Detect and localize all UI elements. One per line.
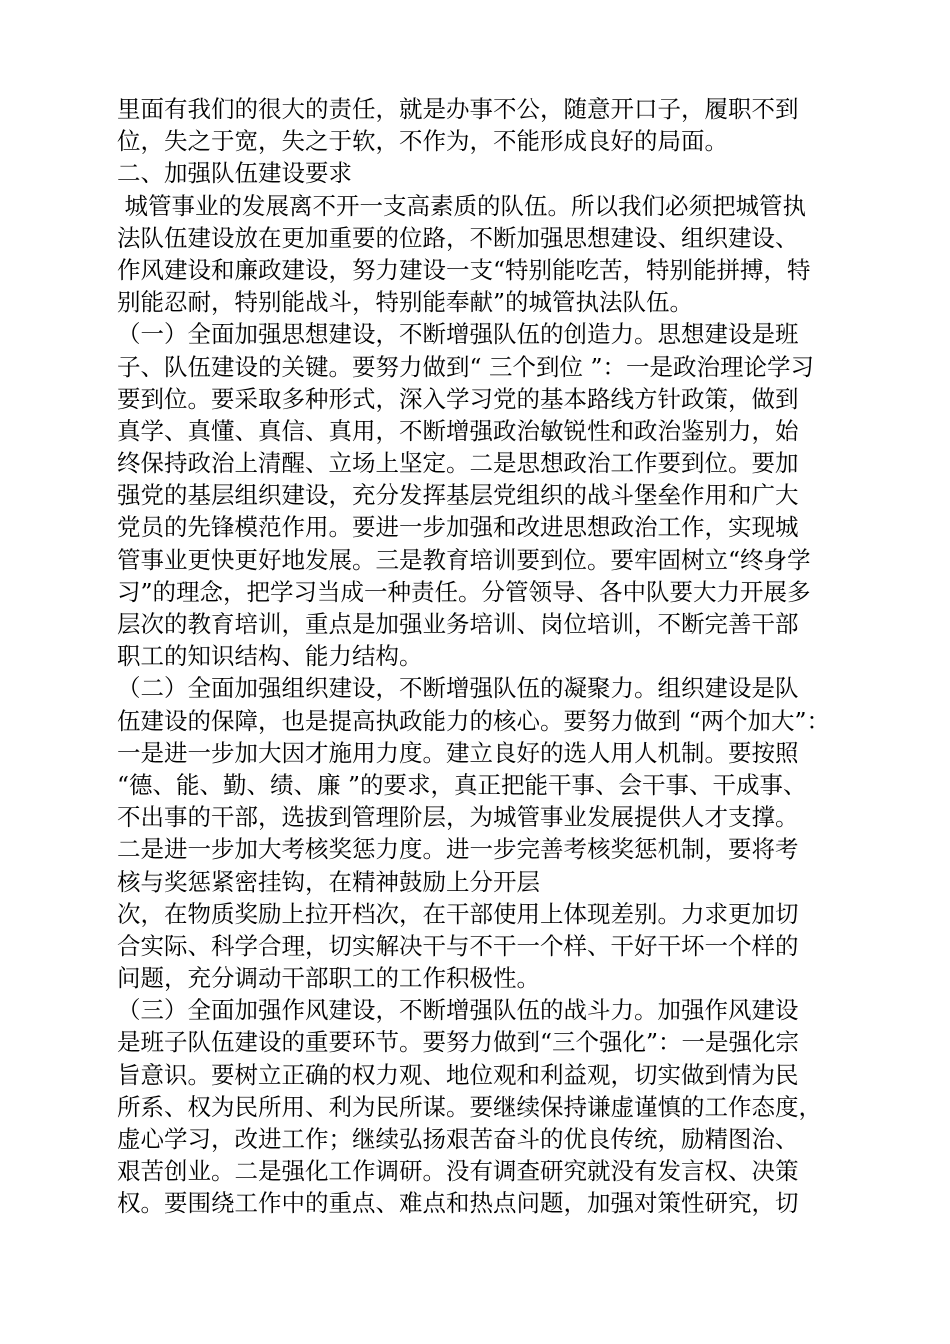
- text-line: 所系、权为民所用、利为民所谋。要继续保持谦虚谨慎的工作态度，: [117, 1092, 822, 1121]
- document-body: [117, 93, 857, 1220]
- text-line: 旨意识。要树立正确的权力观、地位观和利益观，切实做到情为民: [117, 1060, 799, 1089]
- text-line: 党员的先锋模范作用。要进一步加强和改进思想政治工作，实现城: [117, 513, 799, 542]
- text-line: 城管事业的发展离不开一支高素质的队伍。所以我们必须把城管执: [117, 191, 806, 220]
- text-line: 艰苦创业。二是强化工作调研。没有调查研究就没有发言权、决策: [117, 1157, 799, 1186]
- text-line: 伍建设的保障，也是提高执政能力的核心。要努力做到 “两个加大”：: [117, 706, 830, 735]
- text-line: 合实际、科学合理，切实解决干与不干一个样、干好干坏一个样的: [117, 931, 799, 960]
- text-line: 职工的知识结构、能力结构。: [117, 642, 423, 671]
- text-line: 真学、真懂、真信、真用，不断增强政治敏锐性和政治鉴别力，始: [117, 416, 799, 445]
- text-line: 核与奖惩紧密挂钩，在精神鼓励上分开层: [117, 867, 540, 896]
- text-line: 次，在物质奖励上拉开档次，在干部使用上体现差别。力求更加切: [117, 899, 799, 928]
- text-line: 二是进一步加大考核奖惩力度。进一步完善考核奖惩机制，要将考: [117, 835, 799, 864]
- text-line: 别能忍耐，特别能战斗，特别能奉献”的城管执法队伍。: [117, 288, 694, 317]
- text-line: 位，失之于宽，失之于软，不作为，不能形成良好的局面。: [117, 127, 728, 156]
- text-line: 子、队伍建设的关键。要努力做到“ 三个到位 ”：一是政治理论学习: [117, 352, 814, 381]
- text-line: 权。要围绕工作中的重点、难点和热点问题，加强对策性研究，切: [117, 1189, 799, 1218]
- text-line: 问题，充分调动干部职工的工作积极性。: [117, 964, 540, 993]
- text-line: （二）全面加强组织建设，不断增强队伍的凝聚力。组织建设是队: [117, 674, 799, 703]
- text-line: （一）全面加强思想建设，不断增强队伍的创造力。思想建设是班: [117, 320, 799, 349]
- text-line: 强党的基层组织建设，充分发挥基层党组织的战斗堡垒作用和广大: [117, 481, 799, 510]
- text-line: （三）全面加强作风建设，不断增强队伍的战斗力。加强作风建设: [117, 996, 799, 1025]
- text-line: 虚心学习，改进工作；继续弘扬艰苦奋斗的优良传统，励精图治、: [117, 1125, 799, 1153]
- text-line: 作风建设和廉政建设，努力建设一支“特别能吃苦，特别能拼搏，特: [117, 255, 811, 284]
- text-line: 习”的理念，把学习当成一种责任。分管领导、各中队要大力开展多: [117, 577, 811, 606]
- text-line: 是班子队伍建设的重要环节。要努力做到“三个强化”：一是强化宗: [117, 1028, 800, 1057]
- text-line: 里面有我们的很大的责任，就是办事不公，随意开口子，履职不到: [117, 95, 799, 123]
- text-line: 要到位。要采取多种形式，深入学习党的基本路线方针政策，做到: [117, 384, 799, 413]
- text-line: 管事业更快更好地发展。三是教育培训要到位。要牢固树立“终身学: [117, 545, 811, 574]
- text-line: 不出事的干部，选拔到管理阶层，为城管事业发展提供人才支撑。: [117, 803, 799, 832]
- text-line: 一是进一步加大因才施用力度。建立良好的选人用人机制。要按照: [117, 738, 799, 767]
- section-heading: 二、加强队伍建设要求: [117, 159, 352, 188]
- text-line: “德、能、勤、绩、廉 ”的要求，真正把能干事、会干事、干成事、: [117, 770, 807, 799]
- text-line: 终保持政治上清醒、立场上坚定。二是思想政治工作要到位。要加: [117, 449, 799, 478]
- text-line: 法队伍建设放在更加重要的位路，不断加强思想建设、组织建设、: [117, 223, 799, 252]
- text-line: 层次的教育培训，重点是加强业务培训、岗位培训，不断完善干部: [117, 610, 799, 638]
